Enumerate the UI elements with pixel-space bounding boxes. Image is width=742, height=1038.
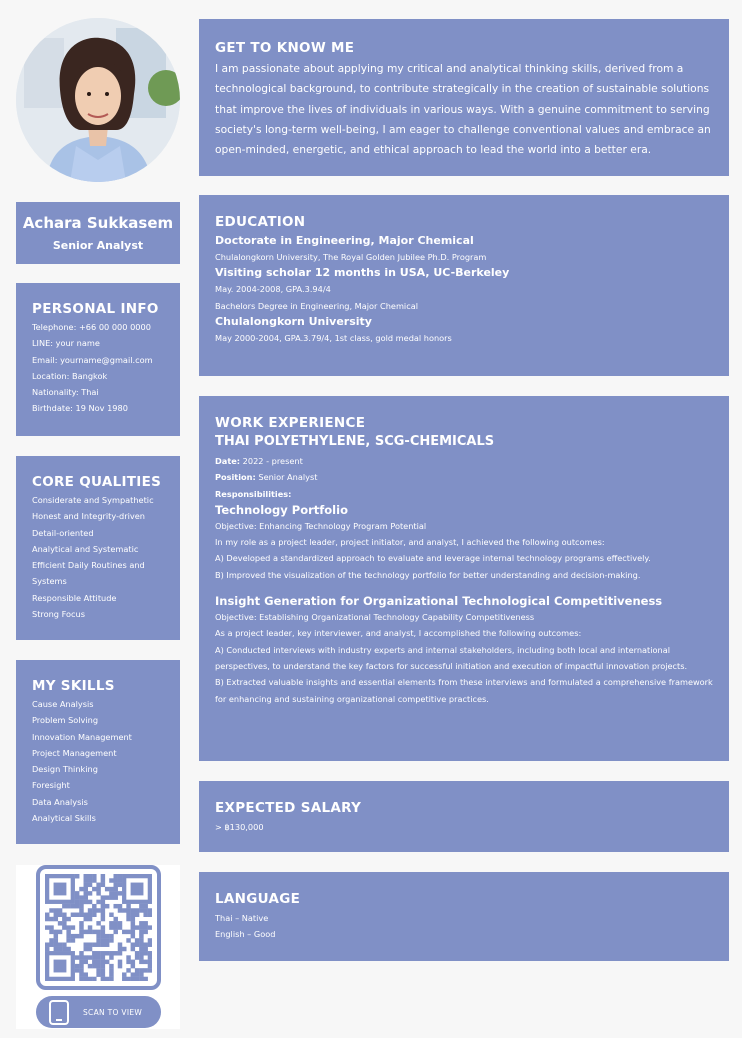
personal-info-heading: PERSONAL INFO	[32, 301, 159, 317]
core-quality-item: Systems	[32, 576, 67, 587]
personal-info-item: Email: yourname@gmail.com	[32, 354, 153, 365]
profile-photo	[16, 18, 180, 182]
core-quality-item: Considerate and Sympathetic	[32, 495, 154, 505]
skill-item: Cause Analysis	[32, 699, 94, 709]
education-title: Visiting scholar 12 months in USA, UC-Berkeley	[215, 266, 510, 280]
salary-heading: EXPECTED SALARY	[215, 800, 362, 816]
work-position-value: Senior Analyst	[255, 472, 318, 483]
skill-item: Problem Solving	[32, 715, 99, 726]
education-title: Chulalongkorn University	[215, 314, 372, 328]
name-card	[16, 202, 180, 264]
personal-info-item: Telephone: +66 00 000 0000	[32, 322, 151, 332]
salary-value: > ฿130,000	[215, 822, 264, 832]
about-heading: GET TO KNOW ME	[215, 40, 355, 56]
project-block	[215, 593, 717, 707]
project-line: As a project leader, key interviewer, and analyst, I accomplished the following outcomes:	[215, 628, 582, 639]
personal-info-section	[16, 283, 180, 436]
skills-heading: MY SKILLS	[32, 678, 115, 694]
skill-item: Project Management	[32, 747, 117, 758]
skill-item: Design Thinking	[32, 764, 98, 775]
scan-to-view-button[interactable]	[36, 996, 161, 1028]
about-text: I am passionate about applying my critical and analytical thinking skills, derived from a technological background, to contribute strategically in the creation of sustainable solutions that improve the lives of individuals in various ways. With a genuine commitment to serving society's long-term well-being, I am eager to challenge conventional values and embrace an open-minded, energetic, and ethical approach to lead the world into a better era.	[215, 62, 711, 157]
skills-section	[16, 660, 180, 844]
project-line: A) Developed a standardized approach to evaluate and leverage internal technology programs effectively.	[215, 553, 651, 564]
profile-photo-illustration	[16, 18, 180, 182]
core-quality-item: Detail-oriented	[32, 527, 94, 538]
work-position-label: Position:	[215, 472, 256, 483]
core-qualities-list	[32, 492, 180, 622]
qr-code-image[interactable]	[45, 874, 152, 981]
core-quality-item: Efficient Daily Routines and	[32, 560, 145, 571]
core-quality-item: Strong Focus	[32, 609, 85, 620]
responsibilities-label-text: Responsibilities:	[215, 488, 292, 499]
personal-info-list	[32, 319, 180, 417]
education-title: Doctorate in Engineering, Major Chemical	[215, 234, 474, 247]
work-heading: WORK EXPERIENCE	[215, 415, 366, 431]
work-date-label: Date:	[215, 456, 241, 466]
education-section	[199, 195, 729, 376]
education-entry	[215, 233, 717, 265]
company-name: THAI POLYETHYLENE, SCG-CHEMICALS	[215, 434, 495, 449]
project-line: A) Conducted interviews with industry experts and internal stakeholders, including both local and international perspectives, to understand the key factors for successful initiation and execution of impactful innovation projects.	[215, 644, 688, 671]
scan-to-view-label: SCAN TO VIEW	[83, 1007, 143, 1017]
skill-item: Analytical Skills	[32, 813, 96, 824]
responsibilities-label	[215, 486, 717, 502]
work-date-value: 2022 - present	[240, 456, 303, 466]
core-qualities-heading: CORE QUALITIES	[32, 474, 162, 490]
about-section	[199, 19, 729, 176]
person-title: Senior Analyst	[52, 239, 144, 252]
project-block	[215, 502, 717, 583]
skill-item: Foresight	[32, 780, 70, 791]
language-heading: LANGUAGE	[215, 891, 301, 907]
core-qualities-section	[16, 456, 180, 640]
phone-icon	[49, 1000, 69, 1025]
language-section	[199, 872, 729, 961]
project-title: Insight Generation for Organizational Technological Competitiveness	[215, 594, 663, 609]
work-experience-section	[199, 396, 729, 761]
education-detail: May. 2004-2008, GPA.3.94/4	[215, 284, 331, 295]
work-position	[215, 469, 717, 485]
education-detail: Bachelors Degree in Engineering, Major Chemical	[215, 300, 419, 311]
project-line: B) Improved the visualization of the technology portfolio for better understanding and decision-making.	[215, 569, 641, 580]
project-line: B) Extracted valuable insights and essential elements from these interviews and formulated a comprehensive framework for enhancing and sustaining organizational competitive practices.	[215, 677, 713, 704]
core-quality-item: Honest and Integrity-driven	[32, 511, 145, 522]
project-line: Objective: Establishing Organizational Technology Capability Competitiveness	[215, 612, 535, 623]
education-detail: May 2000-2004, GPA.3.79/4, 1st class, gold medal honors	[215, 332, 452, 343]
personal-info-item: Birthdate: 19 Nov 1980	[32, 403, 128, 414]
skill-item: Innovation Management	[32, 731, 132, 742]
education-entry	[215, 265, 717, 314]
work-date	[215, 453, 717, 469]
person-name: Achara Sukkasem	[22, 214, 174, 232]
skill-item: Data Analysis	[32, 796, 88, 807]
education-detail: Chulalongkorn University, The Royal Golden Jubilee Ph.D. Program	[215, 252, 487, 262]
project-line: In my role as a project leader, project initiator, and analyst, I achieved the following outcomes:	[215, 537, 605, 548]
qr-code-card	[16, 865, 180, 1029]
personal-info-item: LINE: your name	[32, 338, 100, 349]
project-line: Objective: Enhancing Technology Program Potential	[215, 520, 427, 531]
project-title: Technology Portfolio	[215, 502, 348, 517]
language-item: Thai – Native	[215, 913, 269, 923]
core-quality-item: Analytical and Systematic	[32, 543, 139, 554]
personal-info-item: Location: Bangkok	[32, 370, 108, 381]
personal-info-item: Nationality: Thai	[32, 387, 99, 398]
skills-list	[32, 696, 180, 826]
language-item: English – Good	[215, 929, 276, 940]
core-quality-item: Responsible Attitude	[32, 592, 117, 603]
education-heading: EDUCATION	[215, 214, 306, 230]
education-entry	[215, 314, 717, 346]
expected-salary-section	[199, 781, 729, 852]
